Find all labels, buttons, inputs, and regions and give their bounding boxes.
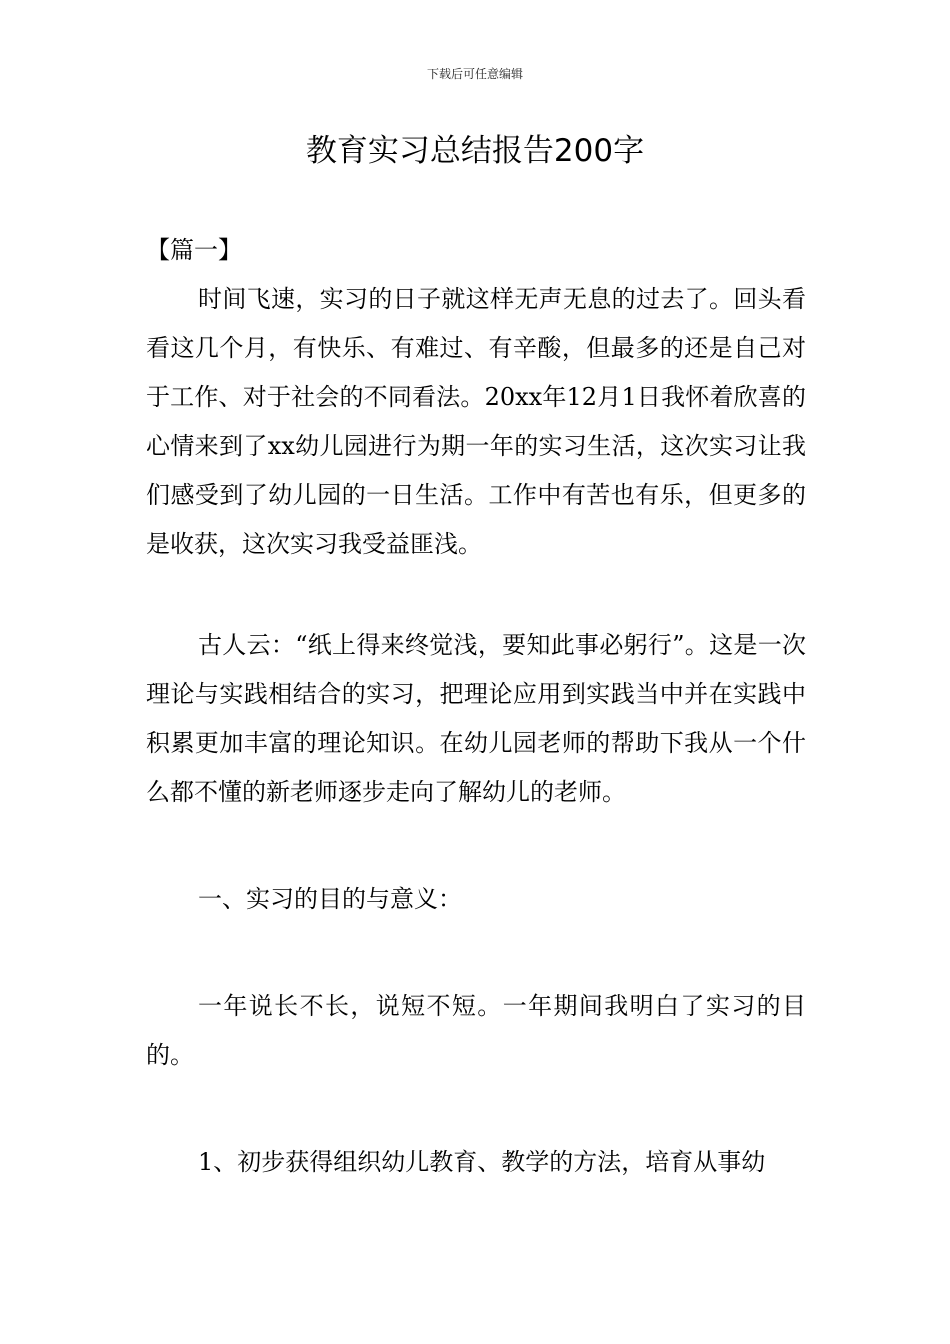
- paragraph-spacer: [146, 817, 806, 875]
- section-label: 【篇一】: [146, 236, 242, 264]
- document-body: [146, 226, 806, 1187]
- paragraph-spacer: [146, 1080, 806, 1138]
- paragraph-4: 1、初步获得组织幼儿教育、教学的方法，培育从事幼: [198, 1148, 766, 1176]
- paragraph-1: 时间飞速，实习的日子就这样无声无息的过去了。回头看看这几个月，有快乐、有难过、有辛酸，但最多的还是自己对于工作、对于社会的不同看法。20xx年12月1日我怀着欣喜的心情来到了xx幼儿园进行为期一年的实习生活，这次实习让我们感受到了幼儿园的一日生活。工作中有苦也有乐，但更多的是收获，这次实习我受益匪浅。: [146, 285, 806, 558]
- header-note: 下载后可任意编辑: [426, 67, 523, 81]
- paragraph-spacer: [146, 569, 806, 621]
- paragraph-spacer: [146, 924, 806, 982]
- document-title: 教育实习总结报告200字: [305, 133, 645, 169]
- paragraph-3: 一年说长不长，说短不短。一年期间我明白了实习的目的。: [146, 992, 806, 1069]
- paragraph-2: 古人云：“纸上得来终觉浅，要知此事必躬行”。这是一次理论与实践相结合的实习，把理论应用到实践当中并在实践中积累更加丰富的理论知识。在幼儿园老师的帮助下我从一个什么都不懂的新老师逐步走向了解幼儿的老师。: [146, 631, 806, 806]
- section-heading: 一、实习的目的与意义：: [198, 885, 462, 913]
